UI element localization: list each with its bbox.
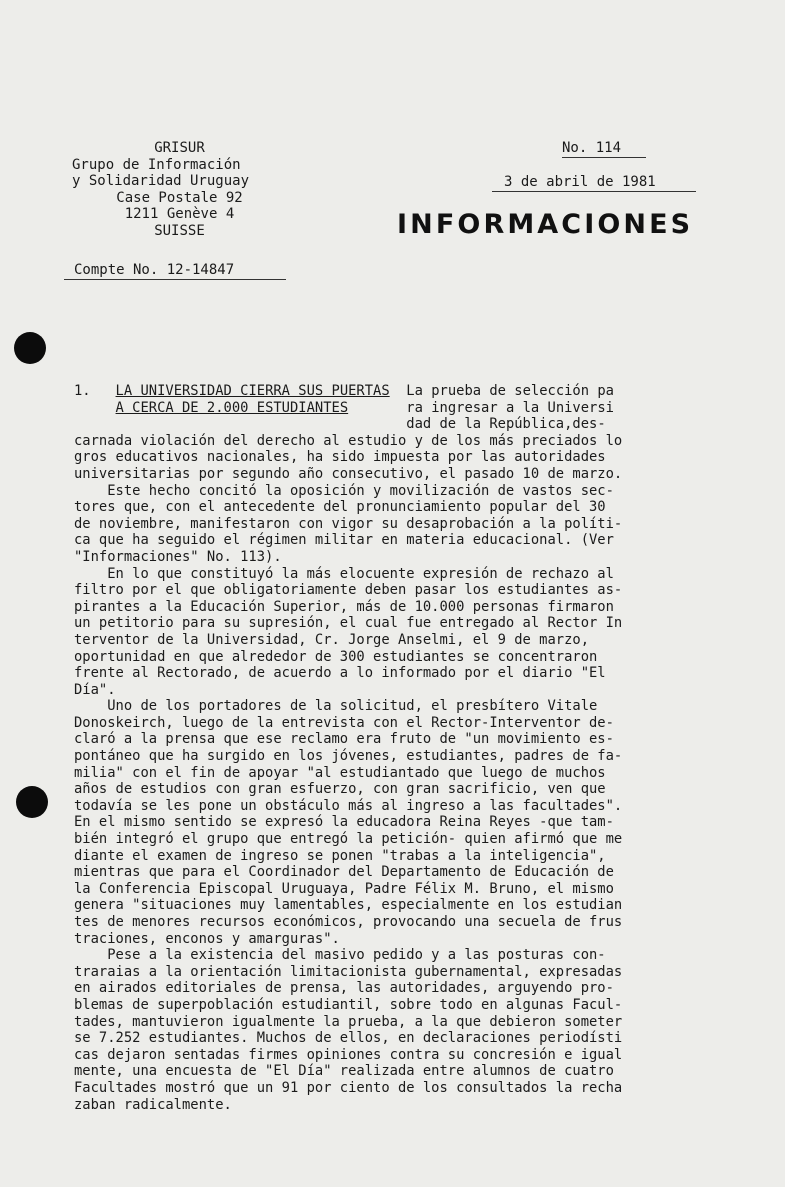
article-heading-row-3 <box>74 416 734 433</box>
article-text-line: filtro por el que obligatoriamente deben pasar los estudiantes as- <box>74 582 623 599</box>
article-text-line: cas dejaron sentadas firmes opiniones contra su concresión e igual <box>74 1046 623 1063</box>
organization-block <box>72 140 287 239</box>
article-text-line: pirantes a la Educación Superior, más de 10.000 personas firmaron <box>74 598 614 615</box>
punch-hole-bottom <box>16 786 48 818</box>
article-text-line: frente al Rectorado, de acuerdo a lo informado por el diario "El <box>74 665 606 682</box>
article-text-line: terventor de la Universidad, Cr. Jorge Anselmi, el 9 de marzo, <box>74 631 589 648</box>
article-text-line: La prueba de selección pa <box>406 383 614 399</box>
article-heading-row-1 <box>74 383 734 400</box>
address-line-2: 1211 Genève 4 <box>124 206 235 222</box>
article-text-line: genera "situaciones muy lamentables, especialmente en los estudian <box>74 897 623 914</box>
article-text-line: traraias a la orientación limitacionista gubernamental, expresadas <box>74 963 623 980</box>
article-text-line: de noviembre, manifestaron con vigor su desaprobación a la políti- <box>74 515 623 532</box>
article-text-line: Día". <box>74 681 116 698</box>
article-text-line: claró a la prensa que ese reclamo era fruto de "un movimiento es- <box>74 731 614 748</box>
issue-date: 3 de abril de 1981 <box>492 174 696 192</box>
article <box>74 383 734 1113</box>
article-text-line: todavía se les pone un obstáculo más al ingreso a las facultades". <box>74 797 623 814</box>
article-text-line: traciones, enconos y amarguras". <box>74 930 340 947</box>
article-text-line: gros educativos nacionales, ha sido impuesta por las autoridades <box>74 449 606 466</box>
article-text-line: dad de la República,des- <box>406 416 606 433</box>
article-text-line: tades, mantuvieron igualmente la prueba, a la que debieron someter <box>74 1013 623 1030</box>
org-full-name-1: Grupo de Información <box>72 156 241 173</box>
article-text-line: años de estudios con gran esfuerzo, con gran sacrificio, ven que <box>74 781 606 798</box>
article-text-line: Este hecho concitó la oposición y movilización de vastos sec- <box>74 482 614 499</box>
article-text-line: Uno de los portadores de la solicitud, el presbítero Vitale <box>74 698 598 715</box>
article-text-line: universitarias por segundo año consecutivo, el pasado 10 de marzo. <box>74 465 623 482</box>
article-text-line: en airados editoriales de prensa, las autoridades, arguyendo pro- <box>74 980 614 997</box>
article-number: 1. <box>74 383 91 399</box>
article-text-line: milia" con el fin de apoyar "al estudiantado que luego de muchos <box>74 764 606 781</box>
article-heading-row-2 <box>74 400 734 417</box>
punch-hole-top <box>14 332 46 364</box>
article-text-line: carnada violación del derecho al estudio y de los más preciados lo <box>74 432 623 449</box>
article-text-line: Donoskeirch, luego de la entrevista con el Rector-Interventor de- <box>74 714 614 731</box>
article-text-line: la Conferencia Episcopal Uruguaya, Padre Félix M. Bruno, el mismo <box>74 880 614 897</box>
publication-title: INFORMACIONES <box>397 209 694 240</box>
article-text-line: Facultades mostró que un 91 por ciento de los consultados la recha <box>74 1079 623 1096</box>
org-name: GRISUR <box>154 140 205 156</box>
article-text-line: tes de menores recursos económicos, provocando una secuela de frus <box>74 914 623 930</box>
article-text-line: ra ingresar a la Universi <box>406 399 614 416</box>
article-text-line: un petitorio para su supresión, el cual fue entregado al Rector In <box>74 615 623 632</box>
article-text-line: se 7.252 estudiantes. Muchos de ellos, en declaraciones periodísti <box>74 1030 623 1047</box>
article-text-line: mente, una encuesta de "El Día" realizada entre alumnos de cuatro <box>74 1063 614 1080</box>
account-number: Compte No. 12-14847 <box>64 262 286 280</box>
article-heading-line-2: A CERCA DE 2.000 ESTUDIANTES <box>115 399 349 416</box>
article-text-line: ca que ha seguido el régimen militar en materia educacional. (Ver <box>74 532 614 549</box>
article-text-line: zaban radicalmente. <box>74 1096 232 1113</box>
country: SUISSE <box>154 222 205 239</box>
article-heading-line-1: LA UNIVERSIDAD CIERRA SUS PUERTAS <box>115 383 390 399</box>
article-text-line: blemas de superpoblación estudiantil, sobre todo en algunas Facul- <box>74 996 623 1013</box>
article-text-line: tores que, con el antecedente del pronunciamiento popular del 30 <box>74 499 606 516</box>
issue-number: No. 114 <box>562 140 646 158</box>
article-text-line: "Informaciones" No. 113). <box>74 548 282 565</box>
article-text-line: pontáneo que ha surgido en los jóvenes, estudiantes, padres de fa- <box>74 748 623 765</box>
article-text-line: bién integró el grupo que entregó la petición- quien afirmó que me <box>74 831 623 848</box>
article-text-line: En lo que constituyó la más elocuente expresión de rechazo al <box>74 565 614 582</box>
address-line-1: Case Postale 92 <box>116 189 243 206</box>
article-text-line: mientras que para el Coordinador del Departamento de Educación de <box>74 864 614 881</box>
article-text-line: diante el examen de ingreso se ponen "trabas a la inteligencia", <box>74 847 606 864</box>
article-text-line: En el mismo sentido se expresó la educadora Reina Reyes -que tam- <box>74 814 614 831</box>
article-text-line: oportunidad en que alrededor de 300 estudiantes se concentraron <box>74 648 598 665</box>
article-text-line: Pese a la existencia del masivo pedido y a las posturas con- <box>74 947 606 964</box>
org-full-name-2: y Solidaridad Uruguay <box>72 173 250 189</box>
